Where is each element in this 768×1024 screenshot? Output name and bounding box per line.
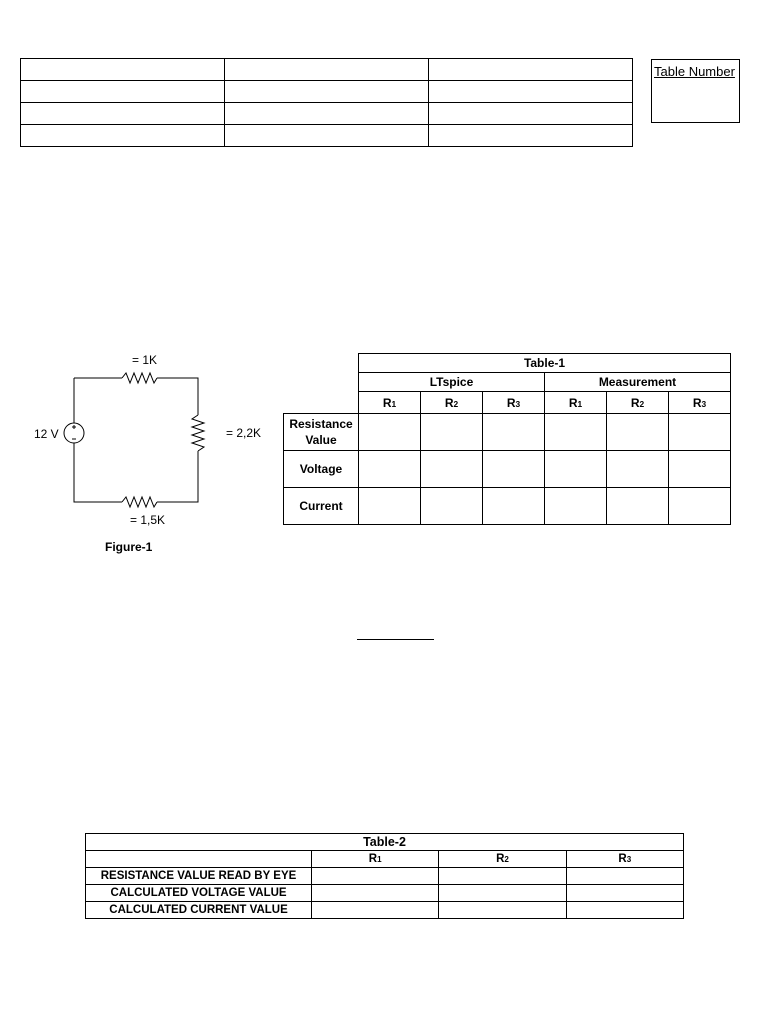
table-cell[interactable] (359, 488, 421, 525)
table-cell[interactable] (483, 488, 545, 525)
empty-corner (284, 373, 359, 392)
header-cell (21, 59, 225, 81)
circuit-diagram (20, 345, 270, 535)
empty-corner (284, 392, 359, 414)
column-header-r3: R3 (483, 392, 545, 414)
header-info-table (20, 58, 633, 147)
row-label-calculated-current: CALCULATED CURRENT VALUE (86, 902, 312, 919)
row-label-current: Current (284, 488, 359, 525)
header-cell (429, 59, 633, 81)
table-cell[interactable] (669, 414, 731, 451)
table-cell[interactable] (545, 488, 607, 525)
table-1-title: Table-1 (359, 354, 731, 373)
table-cell[interactable] (439, 885, 566, 902)
figure-caption: Figure-1 (105, 540, 153, 554)
column-header-r2: R2 (421, 392, 483, 414)
table-cell[interactable] (607, 451, 669, 488)
column-header-r1: R1 (359, 392, 421, 414)
header-cell (225, 125, 429, 147)
column-header-r1: R1 (545, 392, 607, 414)
column-header-r3: R3 (669, 392, 731, 414)
table-cell[interactable] (312, 885, 439, 902)
header-cell (21, 125, 225, 147)
table-cell[interactable] (483, 451, 545, 488)
table-cell[interactable] (359, 414, 421, 451)
table-cell[interactable] (439, 902, 566, 919)
table-cell[interactable] (566, 868, 683, 885)
table-cell[interactable] (421, 451, 483, 488)
row-label-resistance-read: RESISTANCE VALUE READ BY EYE (86, 868, 312, 885)
table-2-title: Table-2 (86, 834, 684, 851)
header-cell (429, 125, 633, 147)
group-header-ltspice: LTspice (359, 373, 545, 392)
table-cell[interactable] (566, 902, 683, 919)
table-cell[interactable] (545, 451, 607, 488)
table-cell[interactable] (483, 414, 545, 451)
row-label-resistance: Resistance Value (284, 414, 359, 451)
column-header-r2: R2 (439, 851, 566, 868)
table-cell[interactable] (421, 488, 483, 525)
resistor-right-icon (192, 415, 204, 451)
row-label-voltage: Voltage (284, 451, 359, 488)
column-header-r2: R2 (607, 392, 669, 414)
header-cell (225, 59, 429, 81)
table-2 (85, 833, 684, 919)
table-cell[interactable] (421, 414, 483, 451)
blank-underline (357, 639, 434, 640)
empty-header-cell (86, 851, 312, 868)
wire (157, 451, 198, 502)
empty-corner (284, 354, 359, 373)
header-cell (21, 81, 225, 103)
header-cell (225, 103, 429, 125)
resistor-top-icon (122, 373, 157, 383)
r-bottom-label: = 1,5K (130, 513, 166, 527)
table-cell[interactable] (607, 488, 669, 525)
header-cell (225, 81, 429, 103)
table-cell[interactable] (545, 414, 607, 451)
table-cell[interactable] (669, 488, 731, 525)
row-label-calculated-voltage: CALCULATED VOLTAGE VALUE (86, 885, 312, 902)
header-cell (21, 103, 225, 125)
r-top-label: = 1K (132, 353, 158, 367)
table-cell[interactable] (607, 414, 669, 451)
table-cell[interactable] (359, 451, 421, 488)
wire (74, 443, 122, 502)
table-cell[interactable] (566, 885, 683, 902)
table-cell[interactable] (439, 868, 566, 885)
group-header-measurement: Measurement (545, 373, 731, 392)
wire (157, 378, 198, 415)
column-header-r1: R1 (312, 851, 439, 868)
header-cell (429, 81, 633, 103)
column-header-r3: R3 (566, 851, 683, 868)
table-number-label: Table Number (654, 64, 735, 79)
source-label: 12 V (34, 427, 59, 441)
table-number-box (651, 59, 740, 123)
table-cell[interactable] (312, 868, 439, 885)
table-cell[interactable] (312, 902, 439, 919)
header-cell (429, 103, 633, 125)
table-1 (283, 353, 731, 525)
table-cell[interactable] (669, 451, 731, 488)
r-right-label: = 2,2K (226, 426, 262, 440)
resistor-bottom-icon (122, 497, 157, 507)
